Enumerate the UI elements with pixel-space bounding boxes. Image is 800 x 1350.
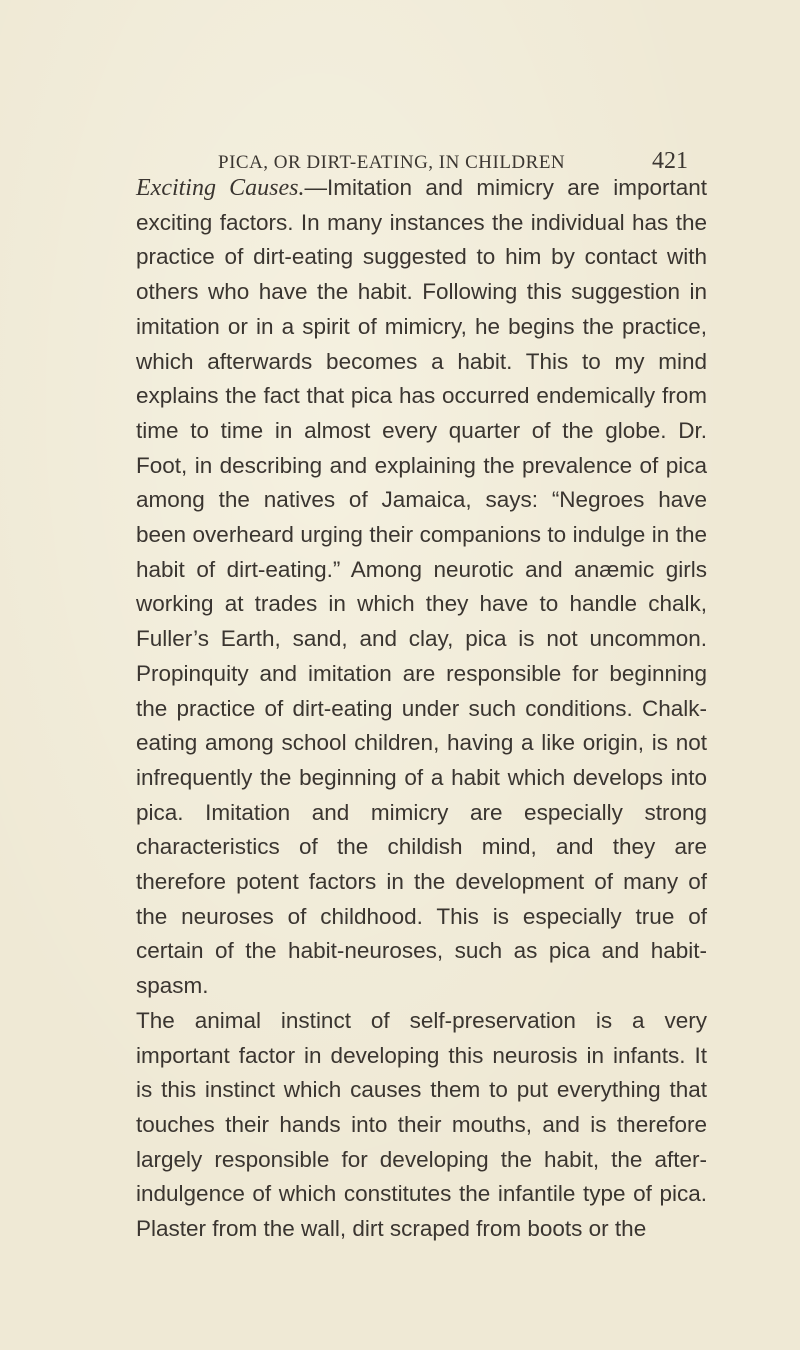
page-number: 421: [652, 148, 688, 174]
body-text: [136, 171, 707, 1247]
paragraph-exciting-causes: [136, 171, 707, 1004]
section-heading: Exciting Causes.: [136, 175, 305, 201]
running-head: PICA, OR DIRT-EATING, IN CHILDREN: [218, 152, 566, 173]
paragraph-1-text: —Imitation and mimicry are important exciting factors. In many instances the individual has the practice of dirt-eating suggested to him by contact with others who have the habit. Following this suggestion in imitation or in a spirit of mimicry, he begins the practice, which afterwards becomes a habit. This to my mind explains the fact that pica has occurred endemically from time to time in almost every quarter of the globe. Dr. Foot, in describing and explaining the prevalence of pica among the natives of Jamaica, says: “Negroes have been overheard urging their companions to indulge in the habit of dirt-eating.” Among neurotic and anæmic girls working at trades in which they have to handle chalk, Fuller’s Earth, sand, and clay, pica is not uncommon. Propinquity and imitation are responsible for beginning the practice of dirt-eating under such conditions. Chalk-eating among school children, having a like origin, is not infrequently the beginning of a habit which develops into pica. Imitation and mimicry are especially strong characteristics of the childish mind, and they are therefore potent factors in the development of many of the neuroses of childhood. This is especially true of certain of the habit-neuroses, such as pica and habit-spasm.: [136, 175, 707, 999]
paragraph-animal-instinct: The animal instinct of self-preservation is a very important factor in developing this neurosis in infants. It is this instinct which causes them to put everything that touches their hands into their mouths, and is therefore largely responsible for developing the habit, the after-indulgence of which constitutes the infantile type of pica. Plaster from the wall, dirt scraped from boots or the: [136, 1007, 707, 1242]
